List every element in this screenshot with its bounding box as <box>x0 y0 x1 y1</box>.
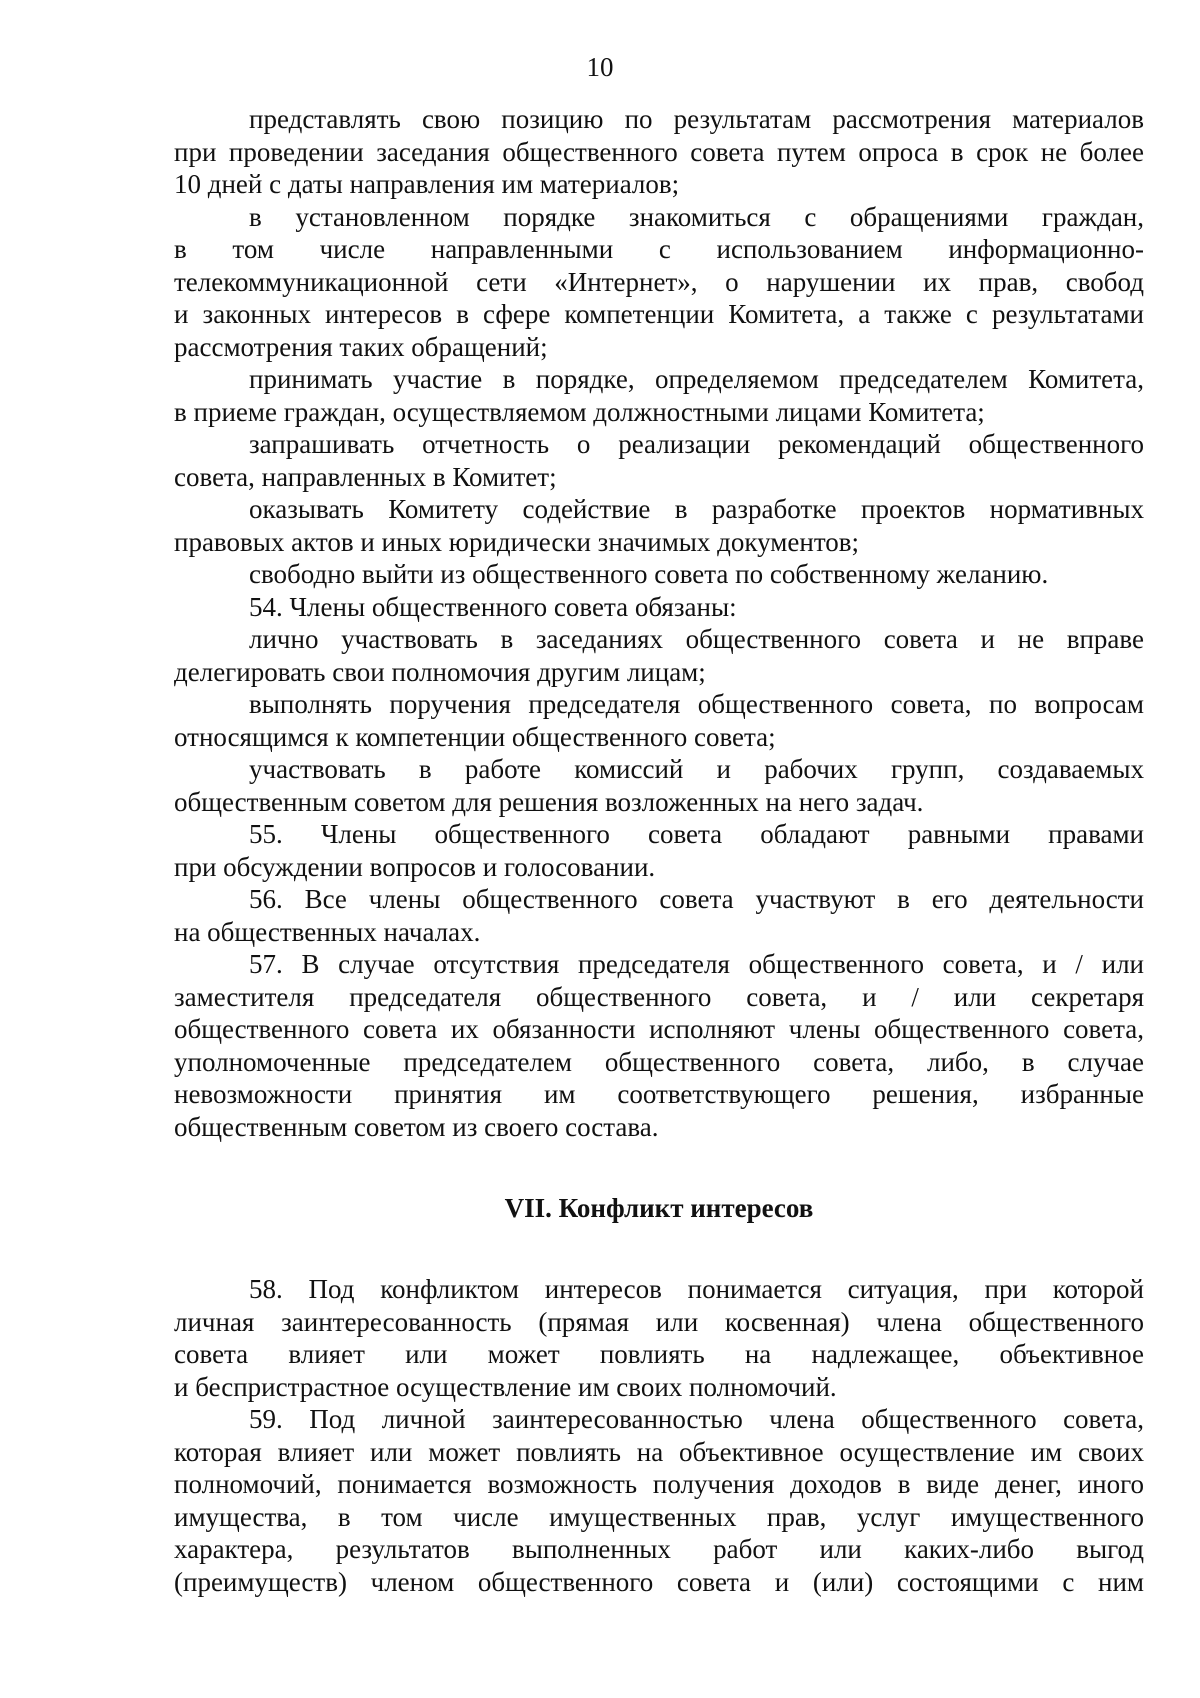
section-heading: VII. Конфликт интересов <box>504 1193 814 1223</box>
text-line: (преимуществ) членом общественного совета и (или) состоящими с ним <box>174 1566 1144 1597</box>
paragraph <box>174 558 1144 591</box>
text-line: при обсуждении вопросов и голосовании. <box>174 851 656 882</box>
text-line: в том числе направленными с использованием информационно- <box>174 234 1144 264</box>
paragraph <box>174 753 1144 818</box>
text-line: характера, результатов выполненных работ или каких-либо выгод <box>174 1534 1144 1564</box>
paragraph <box>174 818 1144 883</box>
text-line: выполнять поручения председателя общественного совета, по вопросам <box>249 689 1144 719</box>
text-line: невозможности принятия им соответствующего решения, избранные <box>174 1079 1144 1109</box>
paragraphs-after-heading <box>174 1273 1144 1598</box>
paragraph <box>174 1273 1144 1403</box>
text-line: 56. Все члены общественного совета участвуют в его деятельности <box>249 884 1144 914</box>
text-line: лично участвовать в заседаниях общественного совета и не вправе <box>249 624 1144 654</box>
paragraph <box>174 363 1144 428</box>
text-line: совета, направленных в Комитет; <box>174 461 557 492</box>
page-number: 10 <box>586 52 614 82</box>
paragraph <box>174 883 1144 948</box>
paragraphs-before-heading <box>174 103 1144 1143</box>
text-line: при проведении заседания общественного совета путем опроса в срок не более <box>174 136 1144 167</box>
text-line: личная заинтересованность (прямая или косвенная) члена общественного <box>174 1306 1144 1337</box>
text-line: заместителя председателя общественного совета, и / или секретаря <box>174 981 1144 1012</box>
text-line: 55. Члены общественного совета обладают равными правами <box>249 819 1144 849</box>
text-line: участвовать в работе комиссий и рабочих групп, создаваемых <box>249 754 1144 784</box>
text-line: рассмотрения таких обращений; <box>174 331 548 362</box>
text-line: запрашивать отчетность о реализации рекомендаций общественного <box>249 429 1144 459</box>
text-line: и беспристрастное осуществление им своих полномочий. <box>174 1371 837 1402</box>
text-line: 57. В случае отсутствия председателя общественного совета, и / или <box>249 949 1144 979</box>
text-line: телекоммуникационной сети «Интернет», о нарушении их прав, свобод <box>174 266 1144 297</box>
paragraph <box>174 688 1144 753</box>
text-line: относящимся к компетенции общественного совета; <box>174 721 776 752</box>
text-line: оказывать Комитету содействие в разработке проектов нормативных <box>249 494 1144 524</box>
text-line: уполномоченные председателем общественного совета, либо, в случае <box>174 1046 1144 1077</box>
document-body <box>174 103 1144 1598</box>
text-line: в приеме граждан, осуществляемом должностными лицами Комитета; <box>174 396 985 427</box>
paragraph <box>174 623 1144 688</box>
text-line: 10 дней с даты направления им материалов; <box>174 169 680 199</box>
text-line: и законных интересов в сфере компетенции Комитета, а также с результатами <box>174 299 1144 329</box>
text-line: делегировать свои полномочия другим лицам; <box>174 656 706 687</box>
text-line: 54. Члены общественного совета обязаны: <box>249 591 737 622</box>
paragraph <box>174 948 1144 1143</box>
text-line: 58. Под конфликтом интересов понимается ситуация, при которой <box>249 1274 1144 1304</box>
text-line: правовых актов и иных юридически значимых документов; <box>174 526 860 557</box>
text-line: 59. Под личной заинтересованностью члена общественного совета, <box>249 1404 1144 1434</box>
paragraph <box>174 1403 1144 1598</box>
paragraph <box>174 201 1144 364</box>
paragraph <box>174 493 1144 558</box>
text-line: полномочий, понимается возможность получения доходов в виде денег, иного <box>174 1469 1144 1499</box>
text-line: общественного совета их обязанности исполняют члены общественного совета, <box>174 1014 1144 1044</box>
text-line: представлять свою позицию по результатам рассмотрения материалов <box>249 104 1144 134</box>
paragraph <box>174 428 1144 493</box>
text-line: общественным советом для решения возложенных на него задач. <box>174 786 924 817</box>
text-line: на общественных началах. <box>174 916 481 947</box>
text-line: имущества, в том числе имущественных прав, услуг имущественного <box>174 1501 1144 1532</box>
text-line: в установленном порядке знакомиться с обращениями граждан, <box>249 201 1144 232</box>
paragraph <box>174 103 1144 201</box>
paragraph <box>174 591 1144 624</box>
text-line: которая влияет или может повлиять на объективное осуществление им своих <box>174 1436 1144 1467</box>
text-line: принимать участие в порядке, определяемом председателем Комитета, <box>249 364 1144 394</box>
text-line: совета влияет или может повлиять на надлежащее, объективное <box>174 1339 1144 1369</box>
text-line: общественным советом из своего состава. <box>174 1111 659 1142</box>
text-line: свободно выйти из общественного совета по собственному желанию. <box>249 559 1049 589</box>
